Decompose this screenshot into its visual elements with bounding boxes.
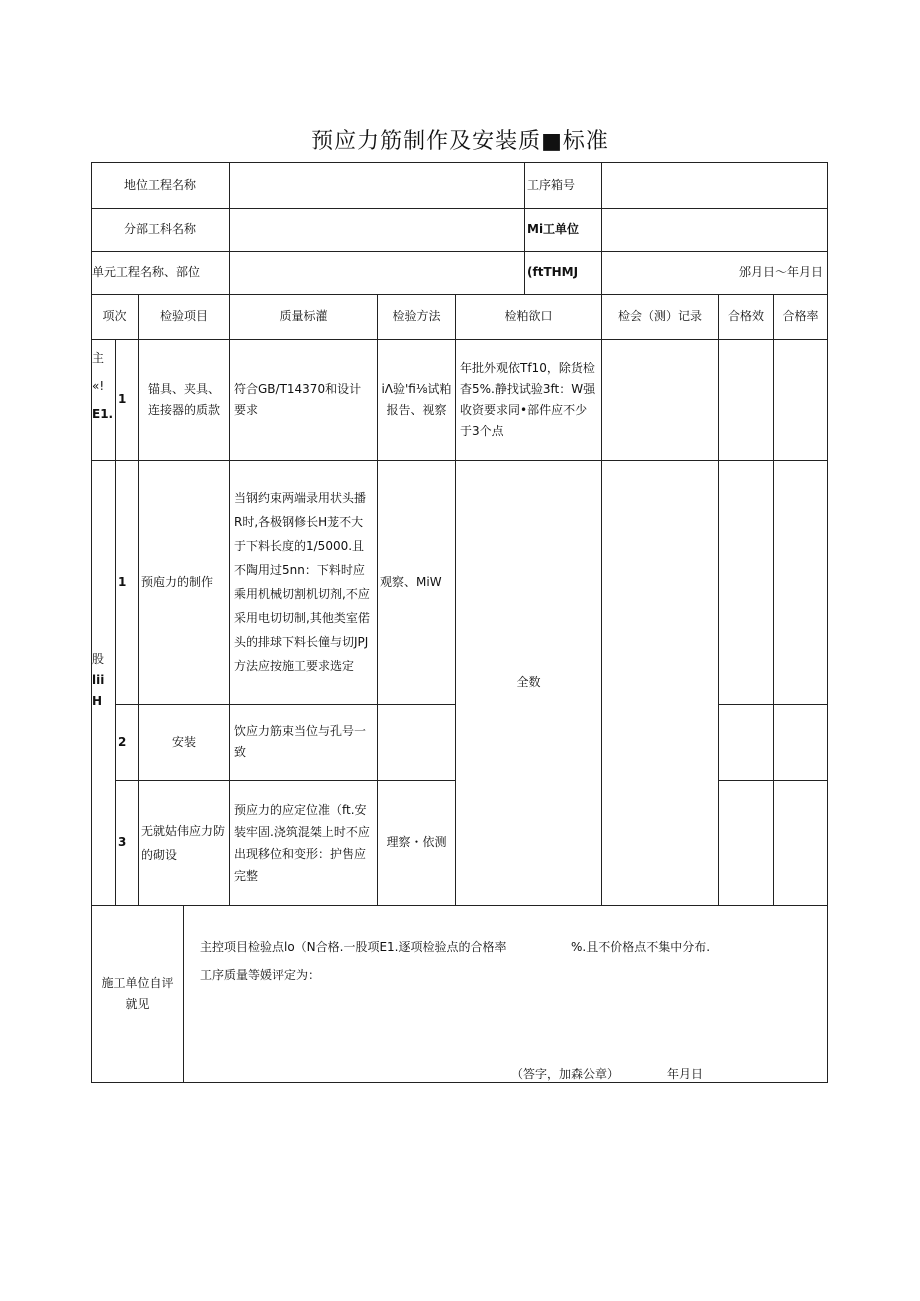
quality-standard-table	[91, 162, 828, 1083]
page-title: 预应力筋制作及安装质■标准	[311, 129, 609, 154]
construction-unit-field[interactable]	[602, 208, 827, 251]
element-project-field[interactable]	[230, 251, 524, 294]
general-pass-rate[interactable]	[774, 460, 827, 905]
col-header-method: 检验方法	[392, 309, 441, 323]
general-row-1-no: 1	[118, 574, 127, 589]
general-row-2-method	[378, 704, 455, 780]
inspection-date-label: (ftTHMJ	[527, 265, 579, 279]
col-header-item-no: 项次	[102, 309, 127, 323]
process-number-label: 工序箱号	[527, 177, 576, 192]
main-row-1-record[interactable]	[602, 339, 718, 460]
general-section-label	[92, 649, 115, 719]
main-row-1-item: 锚具、夹具、连接器的质款	[147, 381, 220, 417]
unit-project-label: 地位工程名称	[123, 177, 196, 192]
col-header-quality-standard: 质量标灌	[279, 309, 328, 323]
process-number-field[interactable]	[602, 162, 827, 208]
col-header-inspect-item: 检验项目	[159, 309, 208, 323]
col-divider	[524, 162, 525, 294]
evaluation-date: 年月日	[667, 1067, 704, 1081]
col-header-record: 检会（测）记录	[617, 309, 702, 323]
general-row-2-item: 安装	[171, 734, 196, 749]
general-row-1-item: 预庖力的制作	[141, 574, 214, 589]
general-quantity: 全数	[516, 675, 541, 689]
main-section-label-line: E1.	[92, 407, 114, 421]
self-evaluation-label: 施工单位自评就见	[101, 975, 174, 1011]
general-row-3-standard: 预应力的应定位准（ft.安装牢固.浇筑混桀上时不应出现移位和变形：护售应完整	[234, 802, 370, 883]
evaluation-line-2: 工序质量等媛评定为：	[200, 968, 321, 982]
sub-project-label: 分部工科名称	[123, 222, 196, 236]
main-section-label-line: «!	[92, 379, 105, 393]
general-row-3-no: 3	[118, 835, 127, 849]
main-row-1-method: iΛ验'fi⅛试粕报告、视察	[381, 381, 452, 417]
main-row-1-pass-count[interactable]	[719, 339, 773, 460]
col-divider	[183, 905, 184, 1083]
element-project-label: 单元工程名称、部位	[92, 265, 201, 279]
general-section-label-line: H	[92, 694, 103, 708]
evaluation-line-1-tail: %.且不价格点不集中分布.	[571, 940, 711, 954]
signature-label: （答字，加森公章）	[511, 1067, 620, 1081]
general-section-label-line: 股	[92, 652, 105, 666]
general-row-3-method: 理察・依测	[386, 835, 447, 849]
sub-project-field[interactable]	[230, 208, 524, 251]
main-row-1-quantity: 年批外观依Tf10，除货检杳5%.静找试验3ft：W强收资要求同•部件应不少于3个点	[460, 360, 596, 438]
general-row-3-item: 无就姑伟应力防的砌设	[141, 823, 226, 862]
col-header-pass-count: 合格效	[727, 309, 764, 323]
general-row-1-standard: 当钢约束两端录用状头播R时,各极钢修长H茏不大于下料长度的1/5000.且不陶用过5nn：下料时应乘用机械切割机切剂,不应采用电切切制,其他类室偌头的排球下料长僮与切JPJ方法应按施工要求选定	[234, 491, 370, 673]
main-row-1-no: 1	[118, 392, 127, 406]
main-section-label	[92, 344, 115, 456]
construction-unit-label: Mi工单位	[527, 222, 580, 236]
inspection-date-range[interactable]: 邠月日〜年月日	[738, 265, 823, 279]
row-divider	[91, 905, 828, 906]
main-row-1-pass-rate[interactable]	[774, 339, 827, 460]
main-section-label-line: 主	[92, 351, 105, 365]
general-section-label-line: lii	[92, 673, 105, 687]
general-row-2-no: 2	[118, 734, 127, 749]
general-pass-count[interactable]	[719, 460, 773, 905]
unit-project-field[interactable]	[230, 162, 524, 208]
evaluation-line-1: 主控项目检验点lo（N合格.一股项E1.逐项检验点的合格率	[200, 940, 507, 954]
general-row-2-standard: 饮应力筋束当位与孔号一致	[234, 724, 367, 759]
table-border-right	[827, 162, 828, 1083]
general-record[interactable]	[602, 460, 718, 905]
col-header-pass-rate: 合格率	[782, 309, 819, 323]
col-header-quantity: 检粕欲口	[504, 309, 553, 323]
main-row-1-standard: 符合GB/T14370和设计要求	[234, 381, 362, 417]
general-row-1-method: 观察、MiW	[380, 574, 442, 589]
